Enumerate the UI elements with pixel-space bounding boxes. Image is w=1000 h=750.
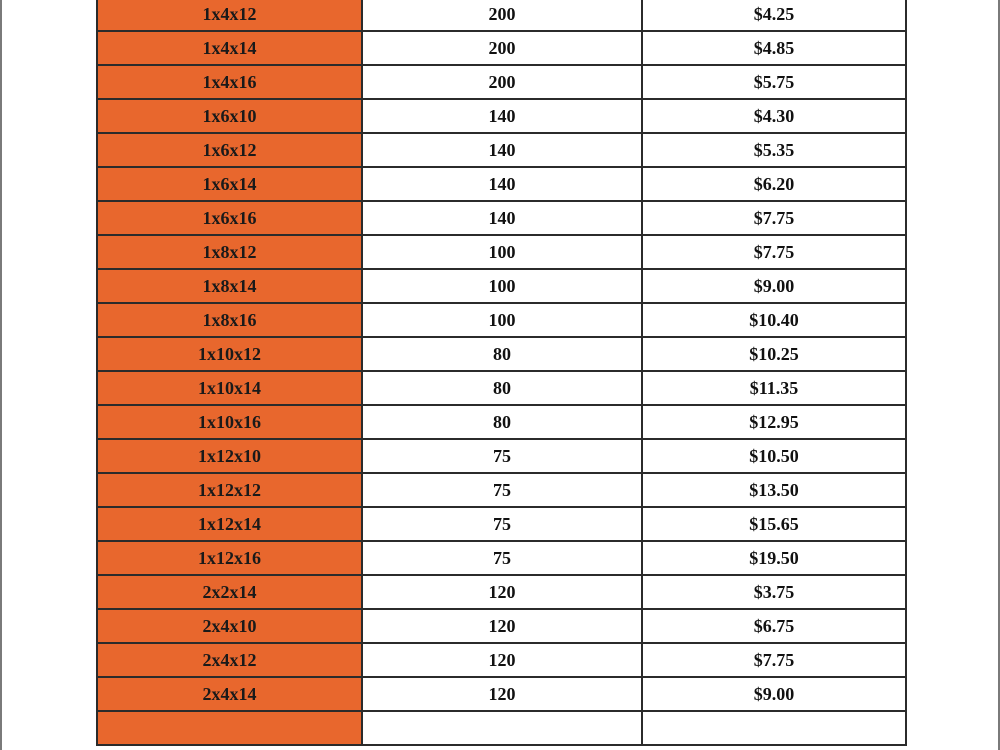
quantity-cell: 100	[362, 235, 642, 269]
size-cell: 1x10x12	[97, 337, 362, 371]
size-cell: 1x4x16	[97, 65, 362, 99]
price-cell: $5.75	[642, 65, 906, 99]
table-row	[97, 609, 906, 643]
quantity-cell: 200	[362, 0, 642, 31]
price-cell: $6.20	[642, 167, 906, 201]
quantity-cell: 140	[362, 133, 642, 167]
quantity-cell: 120	[362, 609, 642, 643]
quantity-cell: 140	[362, 201, 642, 235]
table-row	[97, 439, 906, 473]
size-cell: 1x8x12	[97, 235, 362, 269]
table-row	[97, 201, 906, 235]
size-cell: 1x8x16	[97, 303, 362, 337]
quantity-cell: 80	[362, 371, 642, 405]
size-cell: 1x12x10	[97, 439, 362, 473]
quantity-cell: 200	[362, 65, 642, 99]
quantity-cell: 120	[362, 643, 642, 677]
quantity-cell: 75	[362, 541, 642, 575]
table-row	[97, 65, 906, 99]
price-cell: $11.35	[642, 371, 906, 405]
price-cell: $5.35	[642, 133, 906, 167]
price-cell: $7.75	[642, 643, 906, 677]
table-row	[97, 677, 906, 711]
size-cell: 1x4x12	[97, 0, 362, 31]
size-cell: 1x6x16	[97, 201, 362, 235]
price-cell: $10.25	[642, 337, 906, 371]
price-cell: $4.30	[642, 99, 906, 133]
table-row	[97, 235, 906, 269]
table-row	[97, 31, 906, 65]
price-cell: $10.40	[642, 303, 906, 337]
size-cell: 2x4x14	[97, 677, 362, 711]
size-cell: 1x6x14	[97, 167, 362, 201]
table-row	[97, 507, 906, 541]
price-cell: $9.00	[642, 677, 906, 711]
price-cell: $10.50	[642, 439, 906, 473]
price-cell: $7.75	[642, 201, 906, 235]
table-row	[97, 337, 906, 371]
size-cell: 1x8x14	[97, 269, 362, 303]
price-cell: $19.50	[642, 541, 906, 575]
size-cell: 1x12x16	[97, 541, 362, 575]
quantity-cell: 80	[362, 337, 642, 371]
table-row	[97, 0, 906, 31]
price-cell: $4.25	[642, 0, 906, 31]
table-row	[97, 99, 906, 133]
quantity-cell: 100	[362, 303, 642, 337]
quantity-cell: 200	[362, 31, 642, 65]
price-cell	[642, 711, 906, 745]
table-row	[97, 643, 906, 677]
size-cell: 1x12x12	[97, 473, 362, 507]
table-row	[97, 541, 906, 575]
size-cell: 1x10x16	[97, 405, 362, 439]
size-cell: 1x6x10	[97, 99, 362, 133]
size-cell: 2x4x12	[97, 643, 362, 677]
quantity-cell: 120	[362, 575, 642, 609]
price-table-body	[97, 0, 906, 745]
price-cell: $4.85	[642, 31, 906, 65]
table-row	[97, 167, 906, 201]
price-cell: $6.75	[642, 609, 906, 643]
size-cell: 2x4x10	[97, 609, 362, 643]
quantity-cell: 140	[362, 99, 642, 133]
quantity-cell: 75	[362, 439, 642, 473]
table-row	[97, 133, 906, 167]
size-cell: 2x2x14	[97, 575, 362, 609]
table-row	[97, 371, 906, 405]
price-cell: $13.50	[642, 473, 906, 507]
table-row	[97, 405, 906, 439]
quantity-cell: 120	[362, 677, 642, 711]
table-row	[97, 575, 906, 609]
table-row	[97, 303, 906, 337]
size-cell: 1x12x14	[97, 507, 362, 541]
quantity-cell: 75	[362, 507, 642, 541]
quantity-cell	[362, 711, 642, 745]
quantity-cell: 140	[362, 167, 642, 201]
price-cell: $9.00	[642, 269, 906, 303]
size-cell	[97, 711, 362, 745]
quantity-cell: 75	[362, 473, 642, 507]
size-cell: 1x4x14	[97, 31, 362, 65]
table-row-partial	[97, 711, 906, 745]
price-cell: $3.75	[642, 575, 906, 609]
price-cell: $7.75	[642, 235, 906, 269]
page-left-edge	[0, 0, 2, 750]
table-row	[97, 269, 906, 303]
lumber-price-table	[96, 0, 907, 746]
price-cell: $12.95	[642, 405, 906, 439]
price-cell: $15.65	[642, 507, 906, 541]
size-cell: 1x10x14	[97, 371, 362, 405]
size-cell: 1x6x12	[97, 133, 362, 167]
table-row	[97, 473, 906, 507]
quantity-cell: 100	[362, 269, 642, 303]
quantity-cell: 80	[362, 405, 642, 439]
